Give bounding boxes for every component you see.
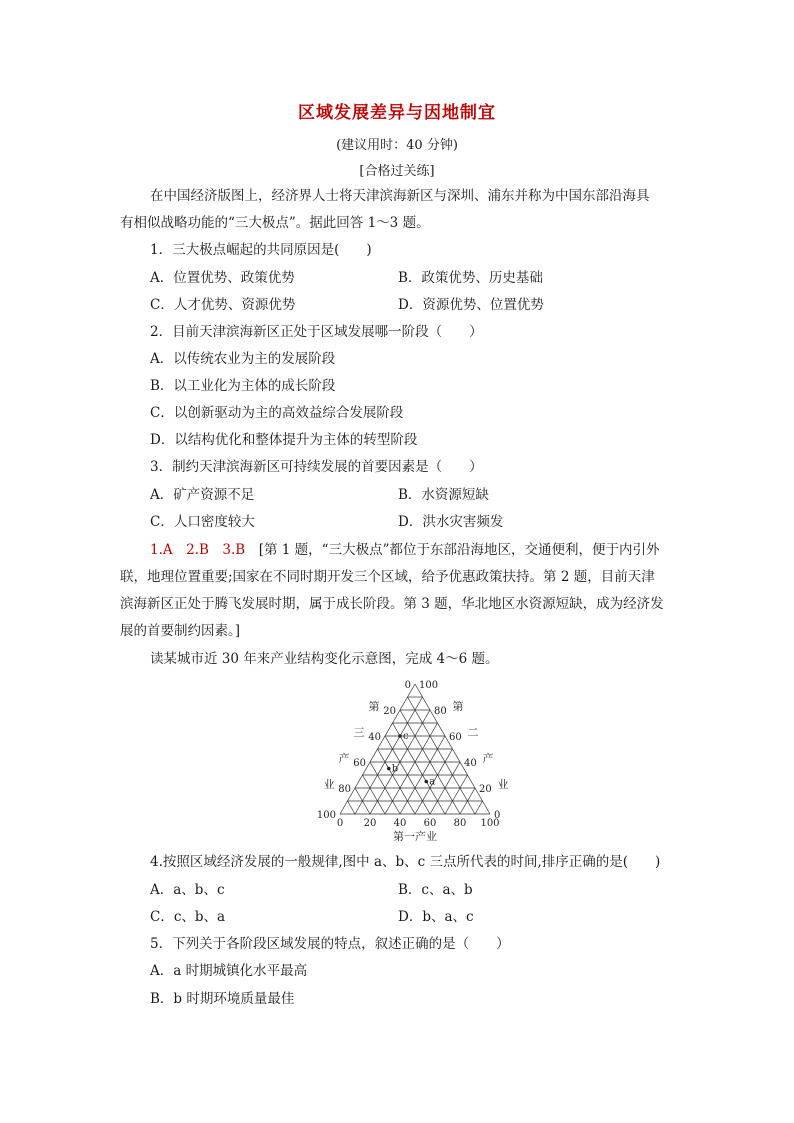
question-4-option-a: A．a、b、c bbox=[150, 882, 225, 898]
intro-line-1: 在中国经济版图上，经济界人士将天津滨海新区与深圳、浦东并称为中国东部沿海具 bbox=[150, 188, 650, 204]
figure-intro: 读某城市近 30 年来产业结构变化示意图，完成 4～6 题。 bbox=[150, 651, 499, 667]
section-heading: [合格过关练] bbox=[359, 164, 435, 179]
right-tick-label: 80 bbox=[434, 706, 447, 717]
right-tick-label: 60 bbox=[449, 732, 462, 743]
question-5-option-a: A．a 时期城镇化水平最高 bbox=[150, 963, 308, 979]
ternary-labels bbox=[317, 680, 509, 843]
left-tick-label: 100 bbox=[316, 810, 336, 821]
point-c bbox=[398, 734, 402, 738]
question-3-option-d: D．洪水灾害频发 bbox=[398, 514, 504, 530]
right-axis-name-char: 二 bbox=[467, 726, 479, 739]
question-2-option-c: C．以创新驱动为主的高效益综合发展阶段 bbox=[150, 405, 404, 421]
question-4-option-c: C．c、b、a bbox=[150, 909, 226, 925]
question-2-stem: 2．目前天津滨海新区正处于区域发展哪一阶段（ ） bbox=[150, 324, 483, 340]
left-axis-name-char: 三 bbox=[353, 726, 365, 739]
right-axis-name-char: 第 bbox=[452, 700, 464, 713]
question-3-option-b: B．水资源短缺 bbox=[398, 487, 489, 503]
question-3-stem: 3．制约天津滨海新区可持续发展的首要因素是（ ） bbox=[150, 459, 483, 475]
right-tick-label: 40 bbox=[464, 758, 477, 769]
right-tick-label: 100 bbox=[419, 680, 439, 691]
answer-block-line-1 bbox=[150, 541, 659, 559]
left-axis-name-char: 第 bbox=[368, 700, 380, 713]
question-3-option-a: A．矿产资源不足 bbox=[150, 487, 255, 503]
point-b bbox=[387, 767, 391, 771]
answer-explanation-3: 滨海新区正处于腾飞发展时期，属于成长阶段。第 3 题，华北地区水资源短缺，成为经济发 bbox=[120, 596, 664, 612]
bottom-tick-label: 100 bbox=[480, 818, 500, 829]
left-tick-label: 60 bbox=[353, 758, 366, 769]
point-label-c: c bbox=[403, 731, 409, 742]
answer-explanation-2: 联，地理位置重要;国家在不同时期开发三个区域，给予优惠政策扶持。第 2 题，目前天津 bbox=[120, 569, 655, 585]
point-a bbox=[424, 780, 428, 784]
left-tick-label: 0 bbox=[404, 680, 411, 691]
question-1-option-c: C．人才优势、资源优势 bbox=[150, 297, 296, 313]
answer-explanation-4: 展的首要制约因素。] bbox=[120, 623, 241, 639]
point-label-a: a bbox=[429, 776, 436, 788]
right-tick-label: 20 bbox=[479, 784, 492, 795]
right-axis-name-char: 产 bbox=[482, 752, 494, 765]
bottom-tick-label: 80 bbox=[453, 818, 467, 829]
left-tick-label: 40 bbox=[368, 732, 381, 743]
time-note: (建议用时：40 分钟) bbox=[336, 138, 458, 153]
point-label-b: b bbox=[391, 763, 399, 775]
bottom-tick-label: 40 bbox=[393, 818, 407, 829]
grid-line bbox=[475, 801, 483, 814]
question-1-option-d: D．资源优势、位置优势 bbox=[398, 297, 544, 313]
grid-line bbox=[348, 801, 356, 814]
question-1-option-a: A．位置优势、政策优势 bbox=[150, 270, 295, 286]
answer-explanation-1: [第 1 题，“三大极点”都位于东部沿海地区，交通便利，便于内引外 bbox=[245, 542, 660, 558]
left-tick-label: 80 bbox=[338, 784, 351, 795]
question-2-option-a: A．以传统农业为主的发展阶段 bbox=[150, 351, 336, 367]
question-4-stem: 4.按照区域经济发展的一般规律,图中 a、b、c 三点所代表的时间,排序正确的是( ) bbox=[150, 854, 661, 870]
grid-line bbox=[378, 749, 416, 814]
answer-keys: 1.A 2.B 3.B bbox=[150, 542, 246, 558]
intro-line-2: 有相似战略功能的“三大极点”。据此回答 1～3 题。 bbox=[120, 215, 430, 231]
question-1-option-b: B．政策优势、历史基础 bbox=[398, 270, 543, 286]
question-2-option-d: D．以结构优化和整体提升为主体的转型阶段 bbox=[150, 432, 418, 448]
right-axis-name-char: 业 bbox=[497, 778, 509, 791]
question-5-option-b: B．b 时期环境质量最佳 bbox=[150, 991, 295, 1007]
left-axis-name-char: 产 bbox=[338, 752, 350, 765]
question-4-option-b: B．c、a、b bbox=[398, 882, 473, 898]
ternary-diagram bbox=[316, 674, 510, 844]
question-5-stem: 5．下列关于各阶段区域发展的特点，叙述正确的是（ ） bbox=[150, 936, 510, 952]
question-4-option-d: D．b、a、c bbox=[398, 909, 474, 925]
left-axis-name-char: 业 bbox=[323, 778, 335, 791]
question-2-option-b: B．以工业化为主体的成长阶段 bbox=[150, 378, 336, 394]
ternary-grid bbox=[340, 684, 490, 814]
question-3-option-c: C．人口密度较大 bbox=[150, 514, 255, 530]
document-title: 区域发展差异与因地制宜 bbox=[298, 103, 496, 123]
left-tick-label: 20 bbox=[383, 706, 396, 717]
bottom-axis-name: 第一产业 bbox=[393, 830, 437, 843]
bottom-tick-label: 20 bbox=[363, 818, 377, 829]
question-1-stem: 1．三大极点崛起的共同原因是( ) bbox=[150, 242, 372, 258]
right-tick-label: 0 bbox=[494, 810, 501, 821]
bottom-tick-label: 0 bbox=[336, 818, 344, 829]
bottom-tick-label: 60 bbox=[423, 818, 437, 829]
